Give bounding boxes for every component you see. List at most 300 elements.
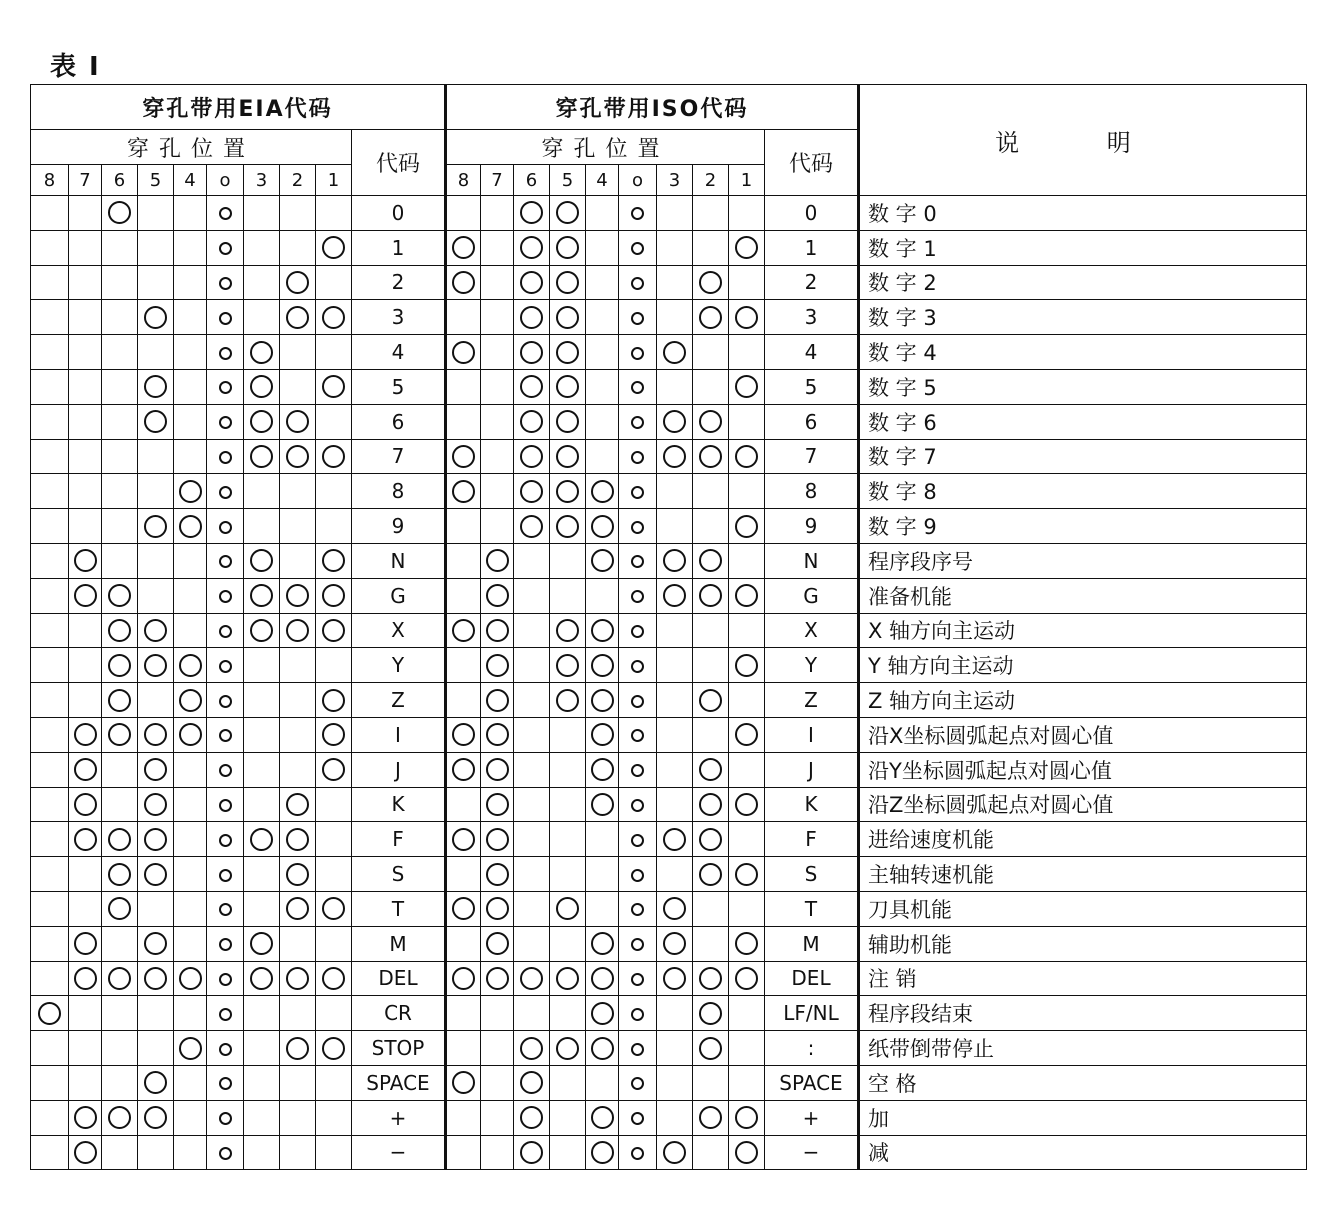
- eia-code-cell: X: [352, 613, 446, 648]
- eia-punch-position-header: 穿孔位置: [31, 130, 352, 165]
- punched-hole-icon: [108, 689, 131, 712]
- iso-hole-cell: [657, 404, 693, 439]
- iso-code-cell: 7: [765, 439, 859, 474]
- punched-hole-icon: [591, 480, 614, 503]
- eia-hole-cell: [174, 648, 207, 683]
- iso-code-cell: 6: [765, 404, 859, 439]
- eia-hole-cell: [316, 1065, 352, 1100]
- eia-hole-cell: [244, 1100, 280, 1135]
- iso-hole-cell: [446, 787, 481, 822]
- eia-hole-cell: [69, 404, 102, 439]
- eia-hole-cell: [31, 648, 69, 683]
- punched-hole-icon: [699, 758, 722, 781]
- eia-hole-cell: [244, 578, 280, 613]
- iso-hole-cell: [657, 891, 693, 926]
- punched-hole-icon: [591, 758, 614, 781]
- iso-hole-cell: [550, 509, 586, 544]
- punched-hole-icon: [322, 758, 345, 781]
- punched-hole-icon: [735, 863, 758, 886]
- feed-hole-icon: [219, 347, 232, 360]
- description-cell: 空 格: [859, 1065, 1307, 1100]
- punched-hole-icon: [144, 306, 167, 329]
- iso-bit-7-header: 2: [693, 165, 729, 196]
- iso-hole-cell: [550, 961, 586, 996]
- punched-hole-icon: [486, 723, 509, 746]
- iso-hole-cell: [481, 891, 514, 926]
- feed-hole-icon: [631, 1008, 644, 1021]
- punched-hole-icon: [520, 306, 543, 329]
- iso-hole-cell: [481, 404, 514, 439]
- iso-hole-cell: [657, 857, 693, 892]
- punched-hole-icon: [663, 584, 686, 607]
- iso-hole-cell: [693, 439, 729, 474]
- eia-hole-cell: [244, 369, 280, 404]
- punched-hole-icon: [663, 967, 686, 990]
- eia-hole-cell: [31, 404, 69, 439]
- punched-hole-icon: [74, 932, 97, 955]
- eia-hole-cell: [316, 996, 352, 1031]
- iso-hole-cell: [729, 335, 765, 370]
- punched-hole-icon: [591, 689, 614, 712]
- eia-hole-cell: [316, 265, 352, 300]
- punched-hole-icon: [74, 723, 97, 746]
- description-cell: 沿X坐标圆弧起点对圆心值: [859, 717, 1307, 752]
- feed-hole-icon: [631, 903, 644, 916]
- iso-hole-cell: [619, 300, 657, 335]
- eia-hole-cell: [69, 717, 102, 752]
- iso-hole-cell: [657, 717, 693, 752]
- iso-hole-cell: [657, 996, 693, 1031]
- eia-bit-6-header: 3: [244, 165, 280, 196]
- eia-bit-4-header: 4: [174, 165, 207, 196]
- eia-bit-3-header: 5: [138, 165, 174, 196]
- eia-code-cell: S: [352, 857, 446, 892]
- iso-hole-cell: [514, 648, 550, 683]
- eia-hole-cell: [174, 717, 207, 752]
- punched-hole-icon: [486, 828, 509, 851]
- feed-hole-icon: [219, 1112, 232, 1125]
- feed-hole-icon: [219, 1077, 232, 1090]
- iso-hole-cell: [481, 787, 514, 822]
- eia-hole-cell: [102, 196, 138, 231]
- code-table: [30, 84, 1307, 1170]
- feed-hole-icon: [219, 729, 232, 742]
- iso-bit-1-header: 7: [481, 165, 514, 196]
- eia-hole-cell: [174, 543, 207, 578]
- punched-hole-icon: [322, 897, 345, 920]
- feed-hole-icon: [631, 729, 644, 742]
- eia-code-cell: 1: [352, 230, 446, 265]
- iso-hole-cell: [619, 404, 657, 439]
- punched-hole-icon: [699, 863, 722, 886]
- punched-hole-icon: [286, 271, 309, 294]
- feed-hole-icon: [219, 1147, 232, 1160]
- iso-hole-cell: [729, 857, 765, 892]
- eia-hole-cell: [174, 683, 207, 718]
- feed-hole-icon: [631, 242, 644, 255]
- iso-bit-6-header: 3: [657, 165, 693, 196]
- iso-code-cell: 4: [765, 335, 859, 370]
- eia-code-cell: +: [352, 1100, 446, 1135]
- eia-hole-cell: [174, 335, 207, 370]
- feed-hole-icon: [631, 347, 644, 360]
- eia-code-cell: STOP: [352, 1031, 446, 1066]
- punched-hole-icon: [250, 341, 273, 364]
- eia-hole-cell: [31, 1031, 69, 1066]
- eia-hole-cell: [280, 1031, 316, 1066]
- iso-hole-cell: [446, 474, 481, 509]
- punched-hole-icon: [556, 236, 579, 259]
- eia-bit-2-header: 6: [102, 165, 138, 196]
- eia-hole-cell: [102, 1031, 138, 1066]
- eia-hole-cell: [207, 961, 244, 996]
- punched-hole-icon: [486, 932, 509, 955]
- punched-hole-icon: [663, 897, 686, 920]
- table-row: [31, 474, 1307, 509]
- punched-hole-icon: [556, 445, 579, 468]
- eia-hole-cell: [316, 230, 352, 265]
- punched-hole-icon: [520, 1037, 543, 1060]
- iso-hole-cell: [657, 474, 693, 509]
- eia-hole-cell: [207, 196, 244, 231]
- iso-hole-cell: [619, 1100, 657, 1135]
- iso-hole-cell: [619, 1135, 657, 1170]
- table-row: [31, 857, 1307, 892]
- punched-hole-icon: [144, 654, 167, 677]
- punched-hole-icon: [38, 1002, 61, 1025]
- eia-hole-cell: [174, 439, 207, 474]
- description-cell: 数 字 4: [859, 335, 1307, 370]
- iso-hole-cell: [514, 857, 550, 892]
- eia-code-cell: G: [352, 578, 446, 613]
- iso-hole-cell: [446, 926, 481, 961]
- eia-hole-cell: [244, 1065, 280, 1100]
- punched-hole-icon: [486, 619, 509, 642]
- eia-hole-cell: [102, 404, 138, 439]
- punched-hole-icon: [556, 619, 579, 642]
- punched-hole-icon: [735, 445, 758, 468]
- iso-hole-cell: [693, 335, 729, 370]
- iso-hole-cell: [586, 822, 619, 857]
- iso-hole-cell: [693, 543, 729, 578]
- eia-hole-cell: [138, 996, 174, 1031]
- iso-hole-cell: [693, 822, 729, 857]
- iso-code-cell: K: [765, 787, 859, 822]
- punched-hole-icon: [286, 967, 309, 990]
- iso-hole-cell: [619, 578, 657, 613]
- eia-hole-cell: [280, 822, 316, 857]
- punched-hole-icon: [520, 236, 543, 259]
- iso-hole-cell: [619, 1065, 657, 1100]
- feed-hole-icon: [219, 799, 232, 812]
- iso-hole-cell: [619, 439, 657, 474]
- punched-hole-icon: [591, 793, 614, 816]
- punched-hole-icon: [179, 967, 202, 990]
- eia-hole-cell: [207, 404, 244, 439]
- iso-hole-cell: [446, 300, 481, 335]
- iso-hole-cell: [514, 683, 550, 718]
- iso-hole-cell: [586, 961, 619, 996]
- iso-hole-cell: [514, 230, 550, 265]
- iso-bit-8-header: 1: [729, 165, 765, 196]
- iso-hole-cell: [514, 1100, 550, 1135]
- eia-hole-cell: [102, 717, 138, 752]
- iso-hole-cell: [446, 335, 481, 370]
- punched-hole-icon: [486, 549, 509, 572]
- description-cell: 数 字 7: [859, 439, 1307, 474]
- iso-hole-cell: [514, 752, 550, 787]
- feed-hole-icon: [219, 486, 232, 499]
- table-row: [31, 683, 1307, 718]
- iso-hole-cell: [657, 822, 693, 857]
- punched-hole-icon: [591, 1141, 614, 1164]
- punched-hole-icon: [179, 515, 202, 538]
- iso-hole-cell: [481, 474, 514, 509]
- eia-hole-cell: [207, 335, 244, 370]
- iso-code-cell: N: [765, 543, 859, 578]
- feed-hole-icon: [219, 312, 232, 325]
- iso-hole-cell: [481, 996, 514, 1031]
- iso-hole-cell: [657, 926, 693, 961]
- eia-hole-cell: [138, 787, 174, 822]
- punched-hole-icon: [556, 689, 579, 712]
- table-row: [31, 265, 1307, 300]
- punched-hole-icon: [663, 341, 686, 364]
- eia-hole-cell: [102, 1135, 138, 1170]
- eia-hole-cell: [244, 474, 280, 509]
- punched-hole-icon: [663, 932, 686, 955]
- eia-hole-cell: [102, 683, 138, 718]
- eia-code-cell: 2: [352, 265, 446, 300]
- eia-hole-cell: [174, 509, 207, 544]
- iso-hole-cell: [514, 369, 550, 404]
- iso-hole-cell: [586, 1065, 619, 1100]
- iso-hole-cell: [693, 961, 729, 996]
- description-cell: 数 字 0: [859, 196, 1307, 231]
- punched-hole-icon: [520, 1106, 543, 1129]
- eia-hole-cell: [69, 648, 102, 683]
- iso-hole-cell: [729, 196, 765, 231]
- punched-hole-icon: [144, 863, 167, 886]
- eia-hole-cell: [280, 683, 316, 718]
- eia-hole-cell: [174, 578, 207, 613]
- feed-hole-icon: [219, 695, 232, 708]
- iso-hole-cell: [446, 822, 481, 857]
- punched-hole-icon: [250, 375, 273, 398]
- iso-hole-cell: [586, 265, 619, 300]
- eia-hole-cell: [31, 230, 69, 265]
- punched-hole-icon: [520, 967, 543, 990]
- iso-hole-cell: [446, 996, 481, 1031]
- punched-hole-icon: [286, 584, 309, 607]
- iso-hole-cell: [550, 1031, 586, 1066]
- eia-hole-cell: [316, 578, 352, 613]
- iso-hole-cell: [586, 578, 619, 613]
- punched-hole-icon: [699, 689, 722, 712]
- iso-hole-cell: [550, 857, 586, 892]
- iso-hole-cell: [514, 787, 550, 822]
- eia-hole-cell: [138, 857, 174, 892]
- punched-hole-icon: [520, 271, 543, 294]
- iso-hole-cell: [693, 196, 729, 231]
- eia-header: 穿孔带用EIA代码: [31, 85, 446, 130]
- iso-hole-cell: [550, 439, 586, 474]
- iso-code-cell: Z: [765, 683, 859, 718]
- punched-hole-icon: [699, 271, 722, 294]
- iso-hole-cell: [550, 474, 586, 509]
- punched-hole-icon: [699, 549, 722, 572]
- iso-hole-cell: [481, 857, 514, 892]
- eia-hole-cell: [174, 1031, 207, 1066]
- punched-hole-icon: [250, 584, 273, 607]
- eia-hole-cell: [138, 543, 174, 578]
- iso-hole-cell: [729, 300, 765, 335]
- iso-hole-cell: [619, 613, 657, 648]
- iso-hole-cell: [481, 230, 514, 265]
- iso-hole-cell: [619, 857, 657, 892]
- punched-hole-icon: [74, 549, 97, 572]
- iso-hole-cell: [514, 474, 550, 509]
- table-row: [31, 961, 1307, 996]
- iso-hole-cell: [481, 717, 514, 752]
- iso-code-cell: Y: [765, 648, 859, 683]
- punched-hole-icon: [144, 793, 167, 816]
- eia-hole-cell: [31, 1065, 69, 1100]
- iso-hole-cell: [446, 543, 481, 578]
- punched-hole-icon: [74, 793, 97, 816]
- eia-hole-cell: [102, 335, 138, 370]
- iso-hole-cell: [481, 1065, 514, 1100]
- feed-hole-icon: [631, 625, 644, 638]
- eia-hole-cell: [174, 857, 207, 892]
- punched-hole-icon: [486, 584, 509, 607]
- eia-hole-cell: [244, 509, 280, 544]
- feed-hole-icon: [219, 451, 232, 464]
- eia-hole-cell: [69, 439, 102, 474]
- eia-hole-cell: [207, 822, 244, 857]
- iso-hole-cell: [729, 891, 765, 926]
- punched-hole-icon: [520, 1071, 543, 1094]
- eia-hole-cell: [31, 1135, 69, 1170]
- feed-hole-icon: [631, 416, 644, 429]
- iso-hole-cell: [446, 1100, 481, 1135]
- punched-hole-icon: [556, 375, 579, 398]
- punched-hole-icon: [179, 654, 202, 677]
- punched-hole-icon: [144, 375, 167, 398]
- punched-hole-icon: [452, 341, 475, 364]
- punched-hole-icon: [144, 932, 167, 955]
- punched-hole-icon: [179, 723, 202, 746]
- punched-hole-icon: [663, 828, 686, 851]
- eia-hole-cell: [316, 752, 352, 787]
- eia-code-cell: 4: [352, 335, 446, 370]
- punched-hole-icon: [74, 1106, 97, 1129]
- iso-code-cell: +: [765, 1100, 859, 1135]
- iso-hole-cell: [586, 1100, 619, 1135]
- eia-hole-cell: [244, 439, 280, 474]
- iso-hole-cell: [619, 543, 657, 578]
- punched-hole-icon: [520, 1141, 543, 1164]
- iso-hole-cell: [729, 509, 765, 544]
- punched-hole-icon: [74, 828, 97, 851]
- punched-hole-icon: [144, 410, 167, 433]
- iso-hole-cell: [550, 230, 586, 265]
- eia-hole-cell: [138, 196, 174, 231]
- iso-hole-cell: [693, 1065, 729, 1100]
- eia-hole-cell: [207, 509, 244, 544]
- table-row: [31, 1100, 1307, 1135]
- eia-hole-cell: [207, 439, 244, 474]
- iso-hole-cell: [514, 613, 550, 648]
- eia-code-cell: 3: [352, 300, 446, 335]
- iso-hole-cell: [657, 1135, 693, 1170]
- eia-hole-cell: [207, 369, 244, 404]
- punched-hole-icon: [452, 236, 475, 259]
- eia-hole-cell: [207, 996, 244, 1031]
- iso-code-cell: S: [765, 857, 859, 892]
- punched-hole-icon: [452, 758, 475, 781]
- iso-hole-cell: [446, 578, 481, 613]
- iso-code-cell: M: [765, 926, 859, 961]
- eia-hole-cell: [244, 683, 280, 718]
- punched-hole-icon: [74, 967, 97, 990]
- eia-hole-cell: [207, 613, 244, 648]
- eia-bit-8-header: 1: [316, 165, 352, 196]
- eia-hole-cell: [102, 439, 138, 474]
- eia-hole-cell: [102, 996, 138, 1031]
- iso-hole-cell: [657, 961, 693, 996]
- eia-hole-cell: [102, 474, 138, 509]
- iso-hole-cell: [619, 1031, 657, 1066]
- eia-hole-cell: [102, 1100, 138, 1135]
- eia-hole-cell: [102, 230, 138, 265]
- iso-bit-5-header: o: [619, 165, 657, 196]
- iso-hole-cell: [514, 1031, 550, 1066]
- eia-hole-cell: [244, 543, 280, 578]
- punched-hole-icon: [452, 828, 475, 851]
- eia-hole-cell: [174, 404, 207, 439]
- punched-hole-icon: [179, 1037, 202, 1060]
- feed-hole-icon: [631, 451, 644, 464]
- eia-hole-cell: [280, 857, 316, 892]
- eia-hole-cell: [316, 1135, 352, 1170]
- iso-hole-cell: [693, 613, 729, 648]
- iso-hole-cell: [481, 1100, 514, 1135]
- punched-hole-icon: [108, 828, 131, 851]
- eia-hole-cell: [174, 369, 207, 404]
- eia-hole-cell: [31, 752, 69, 787]
- iso-hole-cell: [550, 822, 586, 857]
- iso-bit-0-header: 8: [446, 165, 481, 196]
- eia-hole-cell: [138, 1100, 174, 1135]
- iso-hole-cell: [657, 787, 693, 822]
- eia-hole-cell: [138, 752, 174, 787]
- eia-code-cell: 8: [352, 474, 446, 509]
- iso-hole-cell: [550, 717, 586, 752]
- iso-hole-cell: [693, 404, 729, 439]
- punched-hole-icon: [286, 445, 309, 468]
- iso-hole-cell: [446, 857, 481, 892]
- eia-hole-cell: [31, 543, 69, 578]
- punched-hole-icon: [452, 445, 475, 468]
- iso-hole-cell: [481, 926, 514, 961]
- table-row: [31, 891, 1307, 926]
- iso-hole-cell: [693, 683, 729, 718]
- iso-code-cell: 2: [765, 265, 859, 300]
- eia-bit-0-header: 8: [31, 165, 69, 196]
- description-cell: 数 字 1: [859, 230, 1307, 265]
- punched-hole-icon: [486, 758, 509, 781]
